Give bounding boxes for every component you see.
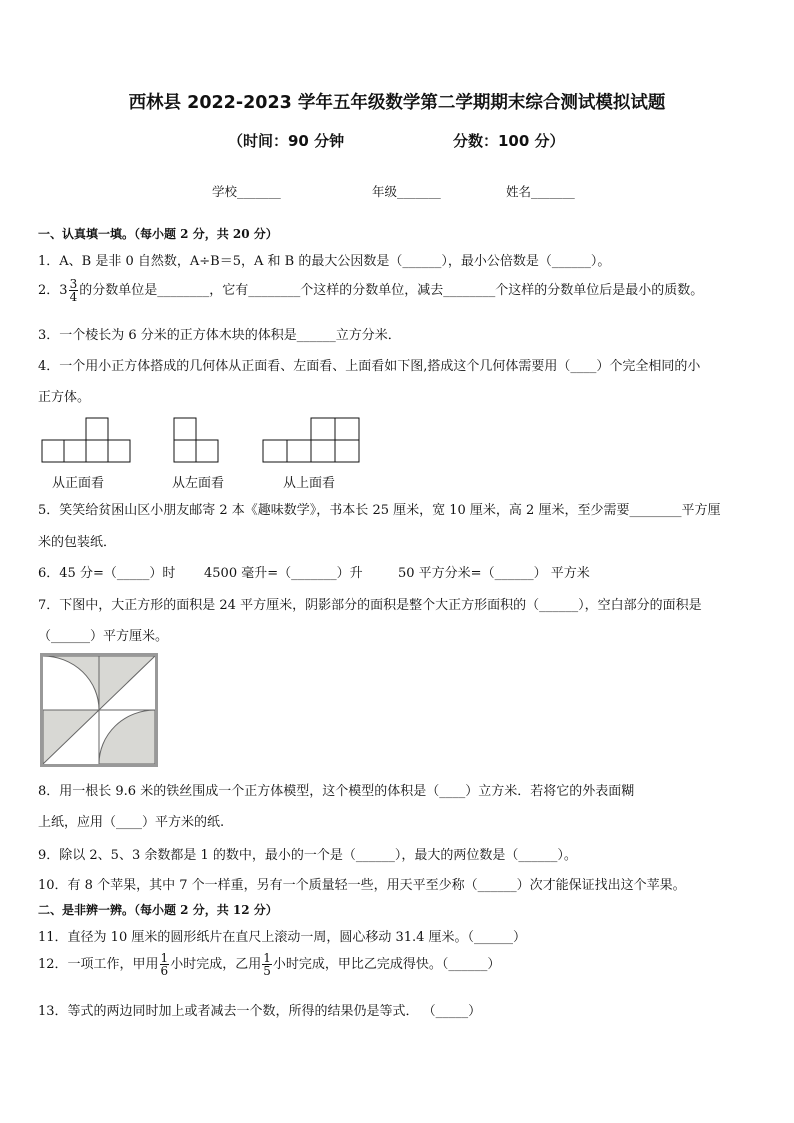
q12-text-a: 12．一项工作，甲用 bbox=[38, 957, 159, 972]
page-title: 西林县 2022-2023 学年五年级数学第二学期期末综合测试模拟试题 bbox=[128, 93, 666, 113]
q12-f2-numerator: 1 bbox=[263, 951, 271, 965]
question-8-line2: 上纸，应用（____）平方米的纸. bbox=[38, 815, 225, 830]
section-1-heading: 一、认真填一填。（每小题 2 分，共 20 分） bbox=[38, 227, 278, 241]
question-12 bbox=[38, 952, 500, 977]
q2-whole: 3 bbox=[59, 283, 68, 298]
exam-score: 分数：100 分） bbox=[453, 132, 565, 150]
q12-fraction-1 bbox=[160, 952, 170, 977]
question-6-part-a: 6．45 分=（_____）时 bbox=[38, 566, 176, 581]
q12-fraction-2 bbox=[262, 952, 272, 977]
question-7-line2: （______）平方厘米。 bbox=[38, 629, 169, 644]
q2-fraction bbox=[69, 278, 79, 303]
question-9: 9．除以 2、5、3 余数都是 1 的数中，最小的一个是（______），最大的两位数是（______）。 bbox=[38, 848, 577, 863]
q2-number: 2． bbox=[38, 283, 60, 298]
q2-denominator: 4 bbox=[69, 290, 78, 304]
school-field[interactable]: 学校_______ bbox=[212, 184, 281, 199]
question-2 bbox=[38, 278, 703, 303]
q2-numerator: 3 bbox=[69, 277, 78, 291]
question-5-line2: 米的包装纸． bbox=[38, 535, 117, 550]
question-4-line2: 正方体。 bbox=[38, 390, 91, 405]
left-view-figure bbox=[174, 416, 234, 466]
exam-time: （时间：90 分钟 bbox=[228, 132, 345, 150]
q12-text-c: 小时完成，甲比乙完成得快。（______） bbox=[272, 957, 501, 972]
question-6-part-c: 50 平方分米=（______） 平方米 bbox=[398, 566, 590, 581]
q12-f1-denominator: 6 bbox=[160, 964, 169, 978]
question-5-line1: 5．笑笑给贫困山区小朋友邮寄 2 本《趣味数学》，书本长 25 厘米，宽 10 厘米，高 2 厘米，至少需要________平方厘 bbox=[38, 503, 721, 518]
q12-f1-numerator: 1 bbox=[160, 951, 169, 965]
q2-text: 的分数单位是________，它有________个这样的分数单位，减去________个这样的分数单位后是最小的质数。 bbox=[79, 283, 704, 298]
square-shading-figure bbox=[40, 653, 158, 767]
question-7-line1: 7．下图中，大正方形的面积是 24 平方厘米，阴影部分的面积是整个大正方形面积的（______），空白部分的面积是 bbox=[38, 598, 702, 613]
name-field[interactable]: 姓名_______ bbox=[506, 184, 575, 199]
question-1: 1．A、B 是非 0 自然数，A÷B＝5，A 和 B 的最大公因数是（______），最小公倍数是（______）。 bbox=[38, 254, 611, 269]
question-11: 11．直径为 10 厘米的圆形纸片在直尺上滚动一周，圆心移动 31.4 厘米。（______） bbox=[38, 930, 527, 945]
question-10: 10．有 8 个苹果，其中 7 个一样重，另有一个质量轻一些，用天平至少称（______）次才能保证找出这个苹果。 bbox=[38, 878, 686, 893]
top-view-label: 从上面看 bbox=[283, 476, 336, 491]
question-3: 3．一个棱长为 6 分米的正方体木块的体积是______立方分米． bbox=[38, 328, 401, 343]
left-view-label: 从左面看 bbox=[172, 476, 225, 491]
front-view-figure bbox=[42, 416, 162, 466]
question-8-line1: 8．用一根长 9.6 米的铁丝围成一个正方体模型，这个模型的体积是（____）立方米．若将它的外表面糊 bbox=[38, 784, 635, 799]
front-view-label: 从正面看 bbox=[52, 476, 105, 491]
question-6-part-b: 4500 毫升=（_______）升 bbox=[204, 566, 363, 581]
q12-text-b: 小时完成，乙用 bbox=[170, 957, 262, 972]
q12-f2-denominator: 5 bbox=[263, 964, 271, 978]
top-view-figure bbox=[263, 416, 363, 466]
question-4-line1: 4．一个用小正方体搭成的几何体从正面看、左面看、上面看如下图,搭成这个几何体需要用（____）个完全相同的小 bbox=[38, 359, 701, 374]
grade-field[interactable]: 年级_______ bbox=[372, 184, 441, 199]
question-13: 13．等式的两边同时加上或者减去一个数，所得的结果仍是等式． （_____） bbox=[38, 1004, 482, 1019]
section-2-heading: 二、是非辨一辨。（每小题 2 分，共 12 分） bbox=[38, 903, 278, 917]
